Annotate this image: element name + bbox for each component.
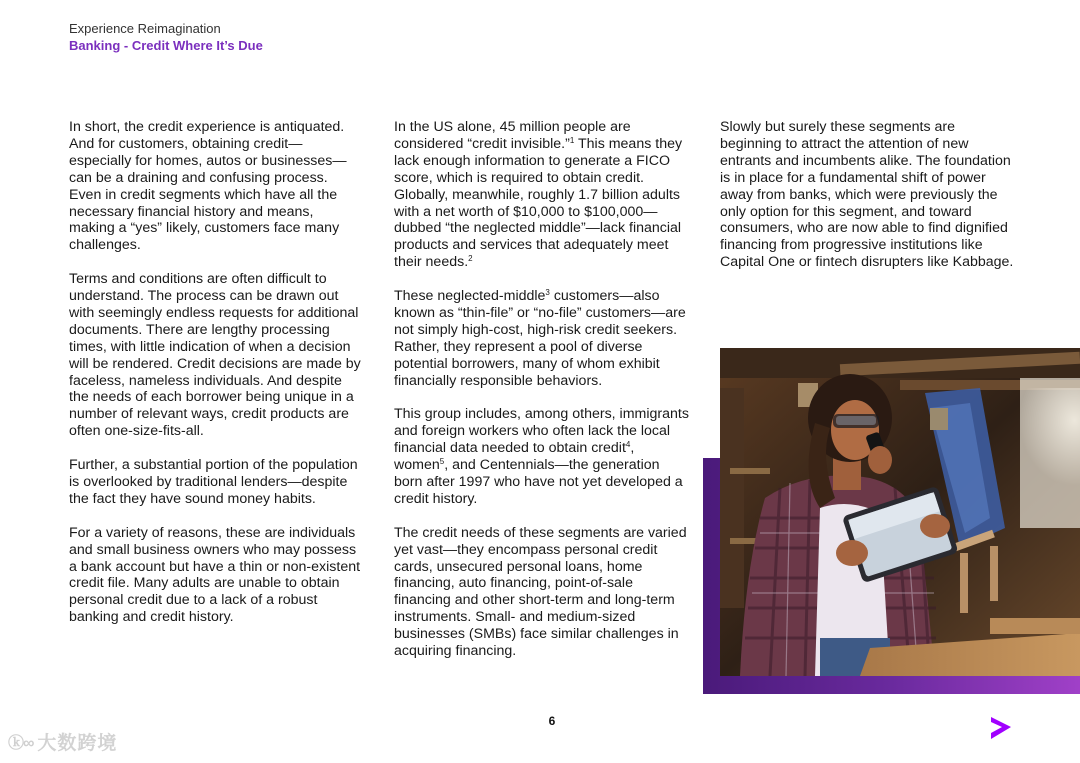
footnote-ref[interactable]: 4 bbox=[625, 440, 631, 450]
paragraph: Slowly but surely these segments are beginning to attract the attention of new entrants and incumbents alike. The foundation is in place for a fundamental shift of power away from banks, which were previously the only option for this segment, and toward consumers, who are now able to find dignified financing from progressive institutions like Capital One or fintech disrupters like Kabbage. bbox=[720, 119, 1014, 271]
paragraph bbox=[394, 288, 690, 389]
text-column-2 bbox=[394, 119, 690, 677]
document-title: Banking - Credit Where It’s Due bbox=[69, 38, 263, 53]
text-run: In the US alone, 45 million people are considered “credit invisible.” bbox=[394, 119, 631, 152]
paragraph bbox=[394, 406, 690, 507]
text-run: customers—also known as “thin-file” or “no-file” customers—are not simply high-cost, high-risk credit seekers. Rather, they represent a pool of diverse potential borrowers, many of whom exhibit financially responsible behaviors. bbox=[394, 288, 686, 389]
text-column-3 bbox=[720, 119, 1020, 288]
section-label: Experience Reimagination bbox=[69, 21, 221, 36]
text-run: , and Centennials—the generation born after 1997 who have not yet developed a credit history. bbox=[394, 457, 683, 507]
page-header bbox=[69, 21, 263, 54]
paragraph: Terms and conditions are often difficult to understand. The process can be drawn out with seemingly endless requests for additional documents. There are lengthy processing times, with little indication of when a decision will be rendered. Credit decisions are made by faceless, nameless individuals. And despite the needs of each borrower being unique in a number of relevant ways, credit products are often one-size-fits-all. bbox=[69, 271, 361, 440]
footnote-ref[interactable]: 5 bbox=[439, 457, 445, 467]
footnote-ref[interactable]: 1 bbox=[569, 135, 575, 145]
paragraph: Further, a substantial portion of the population is overlooked by traditional lenders—despite the fact they have sound money habits. bbox=[69, 457, 358, 507]
watermark-logo: ⓚ∞ bbox=[8, 734, 34, 752]
footnote-ref[interactable]: 2 bbox=[468, 254, 473, 264]
text-run: This group includes, among others, immigrants and foreign workers who often lack the local financial data needed to obtain credit bbox=[394, 406, 689, 457]
footnote-ref[interactable]: 3 bbox=[545, 288, 550, 298]
paragraph: The credit needs of these segments are varied yet vast—they encompass personal credit cards, unsecured personal loans, home financing, auto financing, point-of-sale financing and other short-term and long-term instruments. Small- and medium-sized businesses (SMBs) face similar challenges in acquiring financing. bbox=[394, 524, 687, 660]
paragraph: In short, the credit experience is antiquated. And for customers, obtaining credit—especially for homes, autos or businesses—can be a draining and confusing process. Even in credit segments which have all the necessary financial history and means, making a “yes” likely, customers face many challenges. bbox=[69, 119, 347, 254]
paragraph: For a variety of reasons, these are individuals and small business owners who may possess a bank account but have a thin or non-existent credit file. Many adults are unable to obtain personal credit due to a lack of a robust banking and credit history. bbox=[69, 524, 361, 626]
text-run: This means they lack enough information to generate a FICO score, which is required to obtain credit. Globally, meanwhile, roughly 1.7 billion adults with a net worth of $10,000 to $100,000—dubbed “the neglected middle”—lack financial products and services that adequately meet their needs. bbox=[394, 135, 683, 271]
page-number: 6 bbox=[548, 714, 556, 728]
text-run: These neglected-middle bbox=[394, 288, 546, 305]
watermark-text: 大数跨境 bbox=[37, 732, 118, 754]
paragraph bbox=[394, 119, 690, 271]
text-column-1 bbox=[69, 119, 363, 643]
text-run: , women bbox=[394, 440, 635, 474]
watermark bbox=[8, 726, 117, 756]
woman-with-tablet-photo bbox=[720, 348, 1080, 676]
greater-than-icon bbox=[988, 714, 1014, 742]
